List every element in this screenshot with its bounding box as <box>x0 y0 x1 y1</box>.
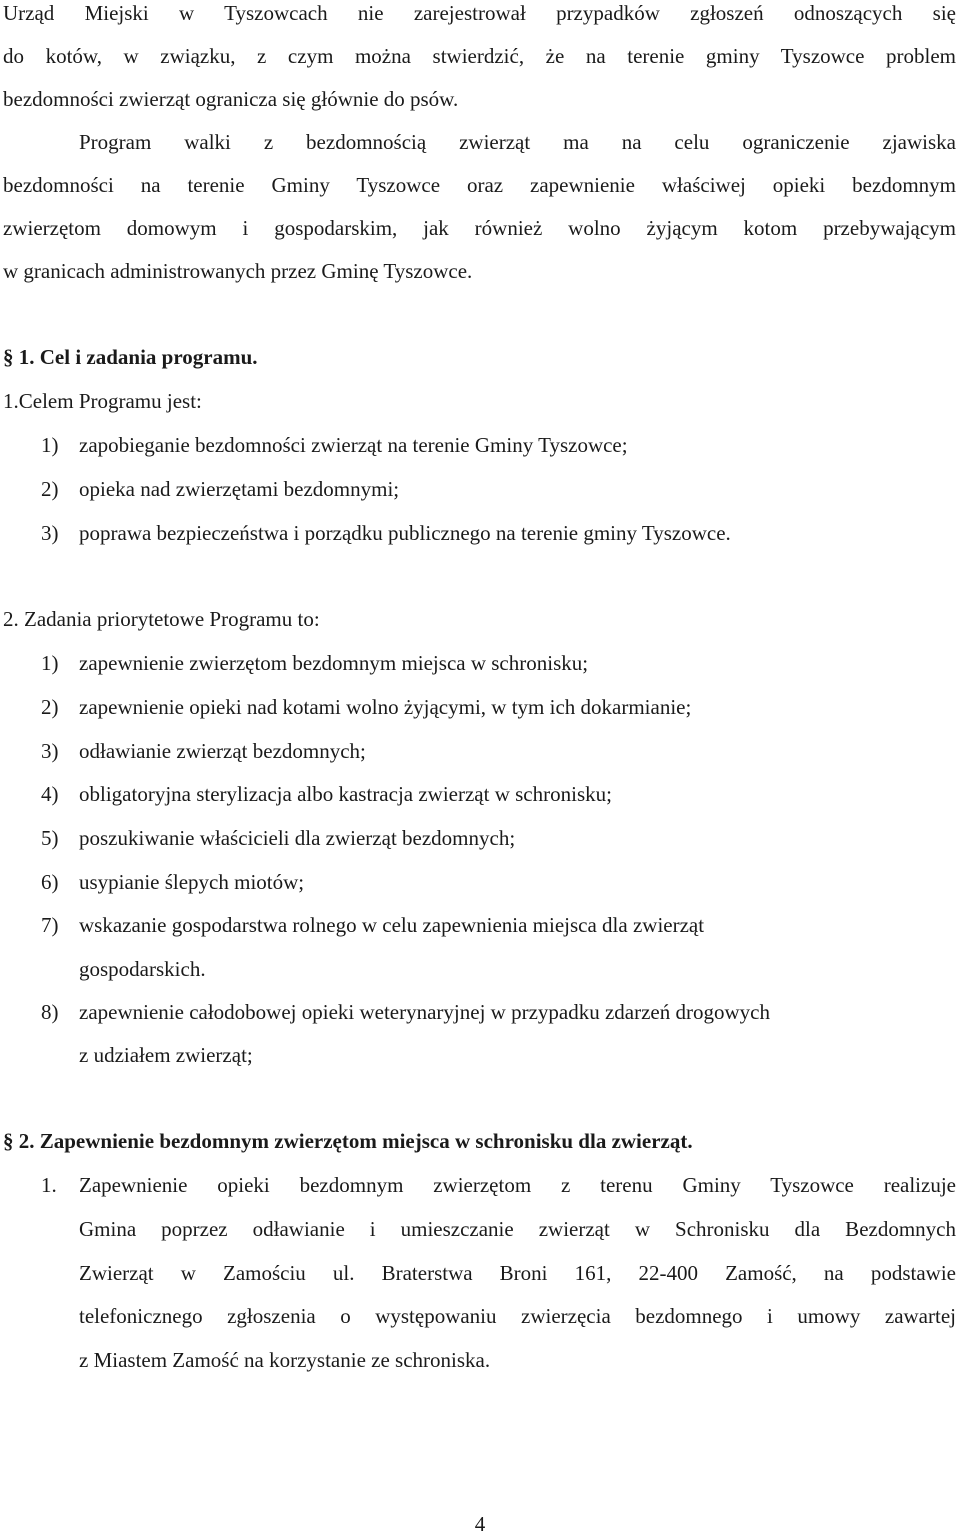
task-7-continuation: gospodarskich. <box>79 957 206 981</box>
task-4-text: obligatoryjna sterylizacja albo kastracja zwierząt w schronisku; <box>79 782 612 806</box>
section-2-line-2: Gmina poprzez odławianie i umieszczanie zwierząt w Schronisku dla Bezdomnych <box>79 1217 956 1241</box>
task-2-text: zapewnienie opieki nad kotami wolno żyjącymi, w tym ich dokarmianie; <box>79 695 692 719</box>
tasks-intro: 2. Zadania priorytetowe Programu to: <box>3 607 320 631</box>
task-7-number: 7) <box>41 913 59 937</box>
task-1-text: zapewnienie zwierzętom bezdomnym miejsca w schronisku; <box>79 651 589 675</box>
section-2-line-3: Zwierząt w Zamościu ul. Braterstwa Broni 161, 22-400 Zamość, na podstawie <box>79 1261 956 1285</box>
task-6-text: usypianie ślepych miotów; <box>79 870 305 894</box>
task-3-number: 3) <box>41 739 59 763</box>
section-2-item-number: 1. <box>41 1173 57 1197</box>
task-2-number: 2) <box>41 695 59 719</box>
task-8-continuation: z udziałem zwierząt; <box>79 1043 253 1067</box>
program-line-2: bezdomności na terenie Gminy Tyszowce oraz zapewnienie właściwej opieki bezdomnym <box>3 173 956 197</box>
task-3-text: odławianie zwierząt bezdomnych; <box>79 739 366 763</box>
task-7-text: wskazanie gospodarstwa rolnego w celu zapewnienia miejsca dla zwierząt <box>79 913 705 937</box>
program-line-4: w granicach administrowanych przez Gminę Tyszowce. <box>3 259 473 283</box>
task-4-number: 4) <box>41 782 59 806</box>
program-line-3: zwierzętom domowym i gospodarskim, jak również wolno żyjącym kotom przebywającym <box>3 216 956 240</box>
section-1-heading: § 1. Cel i zadania programu. <box>3 345 258 369</box>
goal-1-text: zapobieganie bezdomności zwierząt na terenie Gminy Tyszowce; <box>79 433 628 457</box>
goal-2-text: opieka nad zwierzętami bezdomnymi; <box>79 477 400 501</box>
section-2-heading: § 2. Zapewnienie bezdomnym zwierzętom miejsca w schronisku dla zwierząt. <box>3 1129 693 1153</box>
goal-1-number: 1) <box>41 433 59 457</box>
goal-3-number: 3) <box>41 521 59 545</box>
intro-line-2: do kotów, w związku, z czym można stwierdzić, że na terenie gminy Tyszowce problem <box>3 44 956 68</box>
intro-line-3: bezdomności zwierząt ogranicza się głównie do psów. <box>3 87 459 111</box>
task-8-text: zapewnienie całodobowej opieki weterynaryjnej w przypadku zdarzeń drogowych <box>79 1000 770 1024</box>
task-5-number: 5) <box>41 826 59 850</box>
goal-3-text: poprawa bezpieczeństwa i porządku publicznego na terenie gminy Tyszowce. <box>79 521 731 545</box>
section-2-line-5: z Miastem Zamość na korzystanie ze schroniska. <box>79 1348 491 1372</box>
task-8-number: 8) <box>41 1000 59 1024</box>
intro-line-1: Urząd Miejski w Tyszowcach nie zarejestrował przypadków zgłoszeń odnoszących się <box>3 1 956 25</box>
task-1-number: 1) <box>41 651 59 675</box>
section-2-line-1: Zapewnienie opieki bezdomnym zwierzętom z terenu Gminy Tyszowce realizuje <box>79 1173 956 1197</box>
goals-intro: 1.Celem Programu jest: <box>3 389 202 413</box>
goal-2-number: 2) <box>41 477 59 501</box>
page-number: 4 <box>474 1512 486 1536</box>
task-5-text: poszukiwanie właścicieli dla zwierząt bezdomnych; <box>79 826 516 850</box>
task-6-number: 6) <box>41 870 59 894</box>
program-line-1: Program walki z bezdomnością zwierząt ma na celu ograniczenie zjawiska <box>79 130 956 154</box>
section-2-line-4: telefonicznego zgłoszenia o występowaniu zwierzęcia bezdomnego i umowy zawartej <box>79 1304 956 1328</box>
